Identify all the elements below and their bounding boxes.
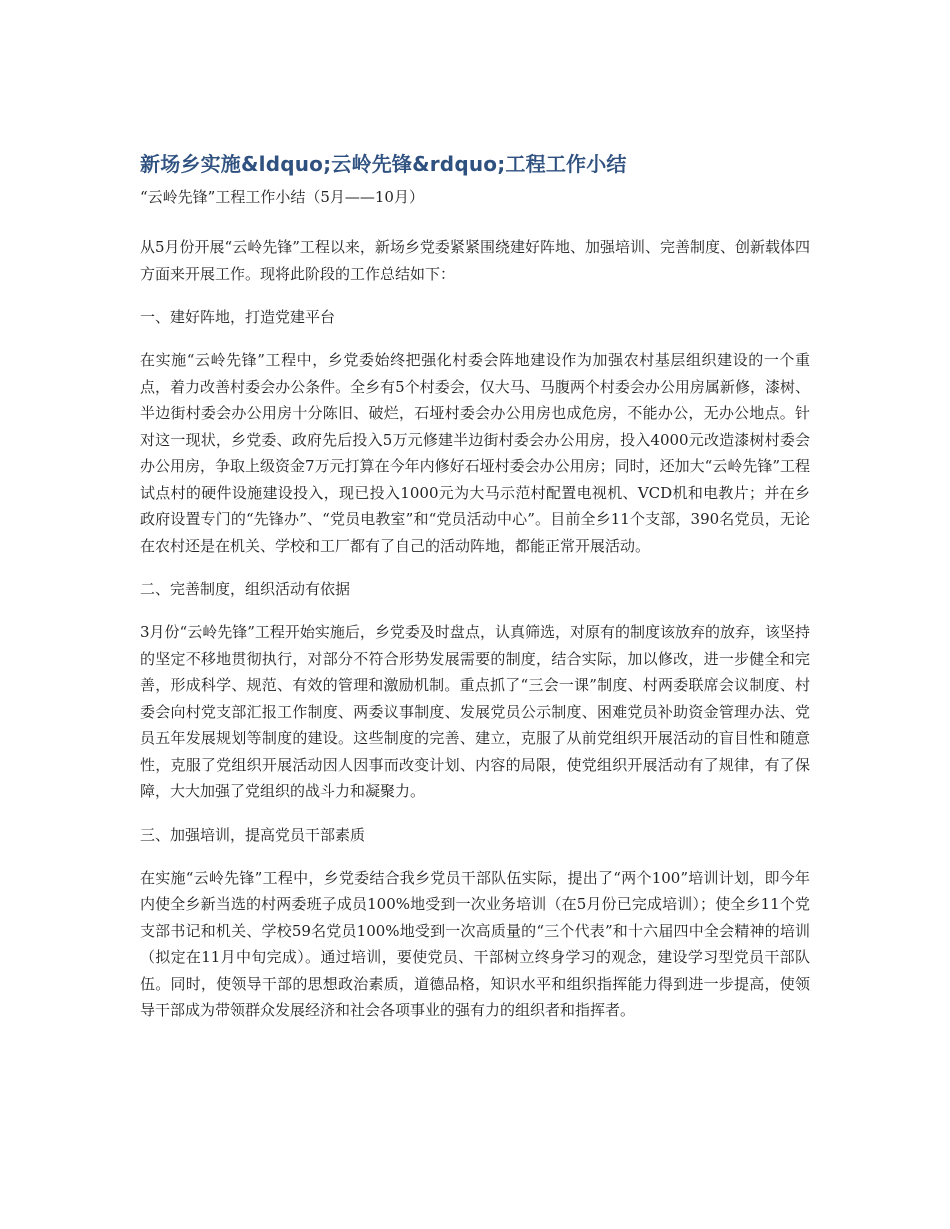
- spacer: [140, 805, 810, 822]
- section-3-body: 在实施“云岭先锋”工程中，乡党委结合我乡党员干部队伍实际，提出了“两个100”培训计划，即今年内使全乡新当选的村两委班子成员100%地受到一次业务培训（在5月份已完成培训）；使全乡11个党支部书记和机关、学校59名党员100%地受到一次高质量的“三个代表”和十六届四中全会精神的培训（拟定在11月中旬完成）。通过培训，要使党员、干部树立终身学习的观念，建设学习型党员干部队伍。同时，使领导干部的思想政治素质，道德品格，知识水平和组织指挥能力得到进一步提高，使领导干部成为带领群众发展经济和社会各项事业的强有力的组织者和指挥者。: [140, 868, 810, 1019]
- section-1-heading: 一、建好阵地，打造党建平台: [140, 308, 336, 326]
- spacer: [140, 210, 810, 234]
- spacer: [140, 848, 810, 865]
- spacer: [140, 330, 810, 347]
- document-page: [140, 148, 810, 1024]
- section-1-body: 在实施“云岭先锋”工程中，乡党委始终把强化村委会阵地建设作为加强农村基层组织建设的一个重点，着力改善村委会办公条件。全乡有5个村委会，仅大马、马腹两个村委会办公用房属新修，漆树、半边街村委会办公用房十分陈旧、破烂，石垭村委会办公用房也成危房，不能办公，无办公地点。针对这一现状，乡党委、政府先后投入5万元修建半边街村委会办公用房，投入4000元改造漆树村委会办公用房，争取上级资金7万元打算在今年内修好石垭村委会办公用房；同时，还加大“云岭先锋”工程试点村的硬件设施建设投入，现已投入1000元为大马示范村配置电视机、VCD机和电教片；并在乡政府设置专门的“先锋办”、“党员电教室”和“党员活动中心”。目前全乡11个支部，390名党员，无论在农村还是在机关、学校和工厂都有了自己的活动阵地，都能正常开展活动。: [140, 351, 810, 555]
- section-2-heading: 二、完善制度，组织活动有依据: [140, 580, 351, 598]
- intro-paragraph: 从5月份开展“云岭先锋”工程以来，新场乡党委紧紧围绕建好阵地、加强培训、完善制度、创新载体四方面来开展工作。现将此阶段的工作总结如下：: [140, 238, 810, 283]
- spacer: [140, 602, 810, 619]
- section-2-body: 3月份“云岭先锋”工程开始实施后，乡党委及时盘点，认真筛选，对原有的制度该放弃的放弃，该坚持的坚定不移地贯彻执行，对部分不符合形势发展需要的制度，结合实际，加以修改，进一步健全和完善，形成科学、规范、有效的管理和激励机制。重点抓了“三会一课”制度、村两委联席会议制度、村委会向村党支部汇报工作制度、两委议事制度、发展党员公示制度、困难党员补助资金管理办法、党员五年发展规划等制度的建设。这些制度的完善、建立，克服了从前党组织开展活动的盲目性和随意性，克服了党组织开展活动因人因事而改变计划、内容的局限，使党组织开展活动有了规律，有了保障，大大加强了党组织的战斗力和凝聚力。: [140, 623, 810, 800]
- document-subtitle: “云岭先锋”工程工作小结（5月——10月）: [140, 188, 424, 206]
- spacer: [140, 559, 810, 576]
- spacer: [140, 287, 810, 304]
- document-title: 新场乡实施&ldquo;云岭先锋&rdquo;工程工作小结: [140, 152, 627, 176]
- section-3-heading: 三、加强培训，提高党员干部素质: [140, 825, 366, 844]
